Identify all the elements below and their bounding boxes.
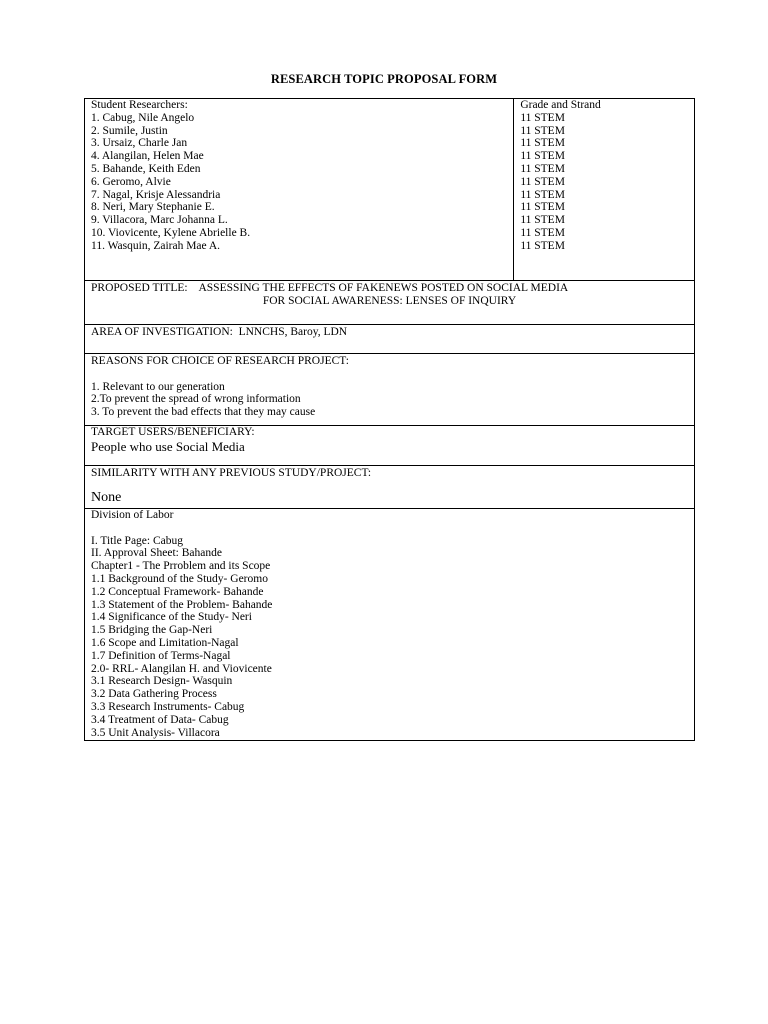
proposed-title-row [85,281,695,325]
division-item: 1.4 Significance of the Study- Neri [91,611,252,624]
grade-value: 11 STEM [520,162,565,175]
similarity-row [85,466,695,509]
division-item: I. Title Page: Cabug [91,534,184,547]
researchers-cell [85,99,514,281]
grade-value: 11 STEM [520,188,565,201]
grade-value: 11 STEM [520,111,565,124]
proposed-title-cell [85,281,695,325]
division-cell [85,509,695,741]
researchers-row [85,99,695,281]
target-label: TARGET USERS/BENEFICIARY: [91,426,255,438]
proposed-title-line1: ASSESSING THE EFFECTS OF FAKENEWS POSTED ON SOCIAL MEDIA [198,282,569,294]
reasons-label: REASONS FOR CHOICE OF RESEARCH PROJECT: [91,355,349,367]
researcher-name: 4. Alangilan, Helen Mae [91,150,204,163]
researcher-name: 8. Neri, Mary Stephanie E. [91,201,215,214]
reasons-cell [85,354,695,426]
researcher-list [91,112,507,253]
researcher-name: 11. Wasquin, Zairah Mae A. [91,239,221,252]
researcher-name: 3. Ursaiz, Charle Jan [91,137,188,150]
target-value: People who use Social Media [91,438,245,454]
proposed-title-line2: FOR SOCIAL AWARENESS: LENSES OF INQUIRY [262,294,517,307]
division-item: 1.6 Scope and Limitation-Nagal [91,636,239,649]
researcher-name: 5. Bahande, Keith Eden [91,162,201,175]
grade-value: 11 STEM [520,137,565,150]
researcher-name: 1. Cabug, Nile Angelo [91,111,195,124]
area-cell [85,325,695,354]
division-row [85,509,695,741]
division-item: 1.7 Definition of Terms-Nagal [91,649,231,662]
grade-value: 11 STEM [520,226,565,239]
division-item: 1.2 Conceptual Framework- Bahande [91,585,264,598]
grade-value: 11 STEM [520,124,565,137]
grade-cell [514,99,695,281]
similarity-value: None [91,489,122,505]
proposal-form-table [84,98,695,741]
area-label: AREA OF INVESTIGATION: [91,326,233,338]
division-item: 3.3 Research Instruments- Cabug [91,700,245,713]
researcher-name: 7. Nagal, Krisje Alessandria [91,188,221,201]
reason-item: 1. Relevant to our generation [91,380,225,393]
target-cell [85,426,695,466]
researcher-name: 6. Geromo, Alvie [91,175,171,188]
area-row [85,325,695,354]
division-item: 3.4 Treatment of Data- Cabug [91,713,229,726]
grade-label: Grade and Strand [520,99,601,111]
proposed-title-label: PROPOSED TITLE: [91,282,188,294]
division-item: Chapter1 - The Prroblem and its Scope [91,560,271,573]
division-item: 3.1 Research Design- Wasquin [91,675,233,688]
reason-item: 3. To prevent the bad effects that they may cause [91,406,316,419]
reasons-row [85,354,695,426]
grade-value: 11 STEM [520,150,565,163]
division-item: 1.3 Statement of the Problem- Bahande [91,598,273,611]
division-item: 1.5 Bridging the Gap-Neri [91,624,213,637]
grade-value: 11 STEM [520,239,565,252]
similarity-cell [85,466,695,509]
division-item: 3.2 Data Gathering Process [91,688,217,701]
area-value: LNNCHS, Baroy, LDN [238,326,348,338]
reason-item: 2.To prevent the spread of wrong information [91,393,301,406]
grade-value: 11 STEM [520,214,565,227]
similarity-label: SIMILARITY WITH ANY PREVIOUS STUDY/PROJECT: [91,467,372,479]
researcher-name: 2. Sumile, Justin [91,124,168,137]
researchers-label: Student Researchers: [91,99,188,111]
division-item: 1.1 Background of the Study- Geromo [91,572,268,585]
form-title: RESEARCH TOPIC PROPOSAL FORM [270,72,498,86]
researcher-name: 10. Viovicente, Kylene Abrielle B. [91,226,251,239]
division-item: 3.5 Unit Analysis- Villacora [91,726,220,739]
division-item: II. Approval Sheet: Bahande [91,547,222,560]
grade-value: 11 STEM [520,201,565,214]
researcher-name: 9. Villacora, Marc Johanna L. [91,214,228,227]
division-label: Division of Labor [91,509,174,521]
grade-value: 11 STEM [520,175,565,188]
division-item: 2.0- RRL- Alangilan H. and Viovicente [91,662,272,675]
target-row [85,426,695,466]
grade-list [520,112,688,253]
